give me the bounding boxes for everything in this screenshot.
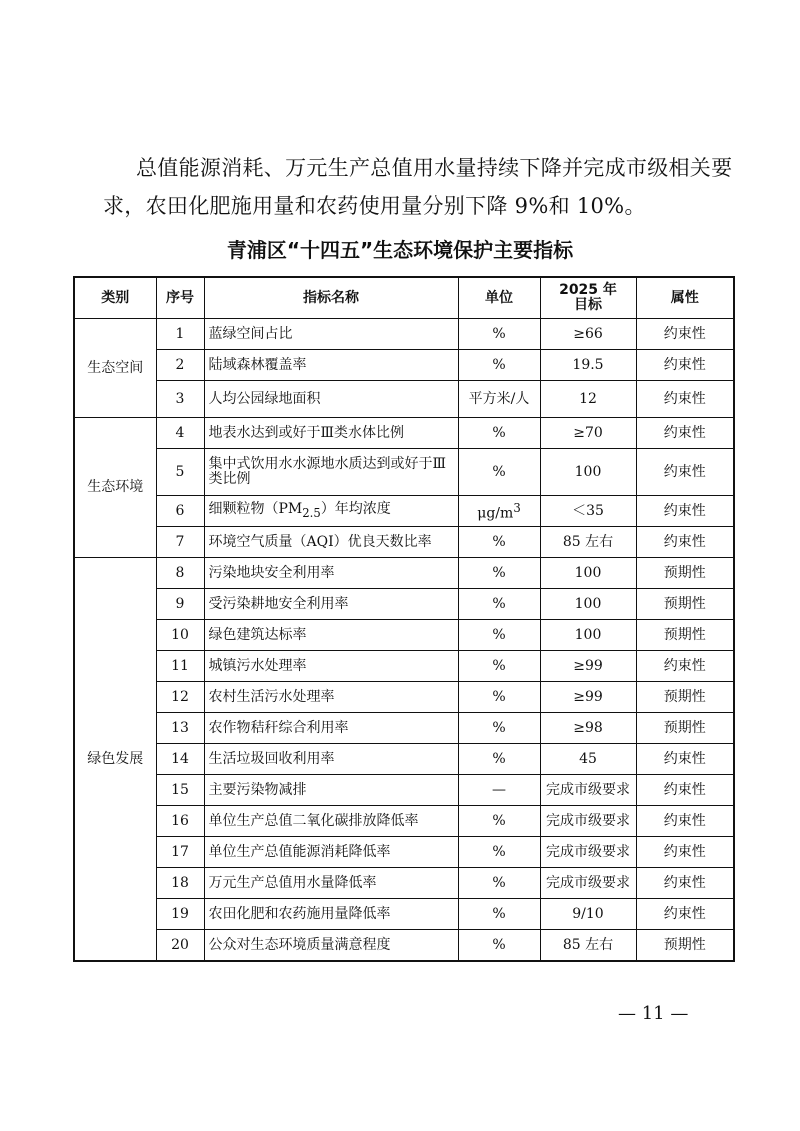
unit-cell: %	[458, 350, 540, 381]
table-row	[74, 868, 734, 899]
target-cell: ＜35	[540, 496, 636, 527]
seq-cell: 6	[156, 496, 204, 527]
table-row	[74, 589, 734, 620]
header-target	[540, 277, 636, 319]
target-cell: 9/10	[540, 899, 636, 930]
name-cell: 污染地块安全利用率	[204, 558, 458, 589]
seq-cell: 10	[156, 620, 204, 651]
attr-cell: 预期性	[636, 682, 734, 713]
attr-cell: 约束性	[636, 449, 734, 496]
attr-cell: 预期性	[636, 589, 734, 620]
target-cell: ≥99	[540, 651, 636, 682]
target-cell: 100	[540, 620, 636, 651]
header-category: 类别	[74, 277, 156, 319]
attr-cell: 约束性	[636, 899, 734, 930]
seq-cell: 9	[156, 589, 204, 620]
name-cell: 单位生产总值能源消耗降低率	[204, 837, 458, 868]
table-row	[74, 775, 734, 806]
seq-cell: 7	[156, 527, 204, 558]
name-text: ）年均浓度	[320, 500, 391, 517]
target-cell: ≥99	[540, 682, 636, 713]
table-row	[74, 682, 734, 713]
unit-cell: %	[458, 651, 540, 682]
attr-cell: 约束性	[636, 744, 734, 775]
table-row	[74, 418, 734, 449]
name-cell: 农田化肥和农药施用量降低率	[204, 899, 458, 930]
target-cell: ≥70	[540, 418, 636, 449]
seq-cell: 3	[156, 381, 204, 418]
seq-cell: 14	[156, 744, 204, 775]
seq-cell: 20	[156, 930, 204, 962]
table-row	[74, 381, 734, 418]
seq-cell: 12	[156, 682, 204, 713]
unit-cell: %	[458, 418, 540, 449]
unit-cell: %	[458, 837, 540, 868]
name-cell: 集中式饮用水水源地水质达到或好于Ⅲ类比例	[204, 449, 458, 496]
table-row	[74, 930, 734, 962]
target-cell: 100	[540, 558, 636, 589]
unit-cell: 平方米/人	[458, 381, 540, 418]
attr-cell: 约束性	[636, 350, 734, 381]
unit-cell: %	[458, 620, 540, 651]
attr-cell: 约束性	[636, 319, 734, 350]
seq-cell: 11	[156, 651, 204, 682]
unit-cell: —	[458, 775, 540, 806]
unit-cell: %	[458, 899, 540, 930]
name-cell: 人均公园绿地面积	[204, 381, 458, 418]
target-cell: 完成市级要求	[540, 775, 636, 806]
attr-cell: 约束性	[636, 496, 734, 527]
attr-cell: 预期性	[636, 930, 734, 962]
attr-cell: 预期性	[636, 620, 734, 651]
seq-cell: 15	[156, 775, 204, 806]
attr-cell: 约束性	[636, 651, 734, 682]
unit-cell: %	[458, 589, 540, 620]
table-row	[74, 496, 734, 527]
table-row	[74, 620, 734, 651]
table-row	[74, 449, 734, 496]
attr-cell: 约束性	[636, 837, 734, 868]
table-row	[74, 350, 734, 381]
name-cell: 公众对生态环境质量满意程度	[204, 930, 458, 962]
name-cell: 绿色建筑达标率	[204, 620, 458, 651]
seq-cell: 2	[156, 350, 204, 381]
header-target-line1: 2025 年	[559, 282, 617, 298]
seq-cell: 4	[156, 418, 204, 449]
attr-cell: 约束性	[636, 381, 734, 418]
paragraph-line-1: 总值能源消耗、万元生产总值用水量持续下降并完成市级相关要	[136, 156, 733, 180]
target-cell: 100	[540, 589, 636, 620]
seq-cell: 19	[156, 899, 204, 930]
paragraph-line-2: 求，农田化肥施用量和农药使用量分别下降 9%和 10%。	[103, 194, 646, 218]
unit-cell	[458, 496, 540, 527]
table-title: 青浦区“十四五”生态环境保护主要指标	[226, 238, 574, 262]
unit-cell: %	[458, 682, 540, 713]
target-cell: 85 左右	[540, 930, 636, 962]
target-cell: 12	[540, 381, 636, 418]
attr-cell: 约束性	[636, 775, 734, 806]
header-unit: 单位	[458, 277, 540, 319]
target-cell: 完成市级要求	[540, 837, 636, 868]
category-cell: 绿色发展	[74, 558, 156, 962]
header-attr: 属性	[636, 277, 734, 319]
name-cell: 环境空气质量（AQI）优良天数比率	[204, 527, 458, 558]
name-cell: 陆域森林覆盖率	[204, 350, 458, 381]
header-target-line2: 目标	[574, 297, 602, 313]
table-row	[74, 713, 734, 744]
name-cell: 万元生产总值用水量降低率	[204, 868, 458, 899]
seq-cell: 16	[156, 806, 204, 837]
target-cell: 100	[540, 449, 636, 496]
table-row	[74, 527, 734, 558]
header-seq: 序号	[156, 277, 204, 319]
attr-cell: 约束性	[636, 806, 734, 837]
attr-cell: 约束性	[636, 527, 734, 558]
name-cell: 受污染耕地安全利用率	[204, 589, 458, 620]
name-cell: 蓝绿空间占比	[204, 319, 458, 350]
attr-cell: 预期性	[636, 713, 734, 744]
indicators-table	[73, 276, 735, 962]
page-number: — 11 —	[618, 1003, 689, 1024]
unit-cell: %	[458, 527, 540, 558]
name-cell	[204, 496, 458, 527]
attr-cell: 约束性	[636, 868, 734, 899]
name-cell: 地表水达到或好于Ⅲ类水体比例	[204, 418, 458, 449]
unit-text: μg/m	[477, 505, 514, 522]
target-cell: 完成市级要求	[540, 806, 636, 837]
seq-cell: 1	[156, 319, 204, 350]
unit-cell: %	[458, 930, 540, 962]
table-row	[74, 651, 734, 682]
seq-cell: 18	[156, 868, 204, 899]
table-row	[74, 319, 734, 350]
unit-cell: %	[458, 806, 540, 837]
target-cell: 85 左右	[540, 527, 636, 558]
table-row	[74, 558, 734, 589]
header-name: 指标名称	[204, 277, 458, 319]
unit-cell: %	[458, 558, 540, 589]
name-cell: 生活垃圾回收利用率	[204, 744, 458, 775]
name-cell: 城镇污水处理率	[204, 651, 458, 682]
seq-cell: 17	[156, 837, 204, 868]
name-cell: 主要污染物减排	[204, 775, 458, 806]
table-row	[74, 744, 734, 775]
category-cell: 生态空间	[74, 319, 156, 418]
name-cell: 农村生活污水处理率	[204, 682, 458, 713]
target-cell: 完成市级要求	[540, 868, 636, 899]
table-row	[74, 806, 734, 837]
target-cell: 45	[540, 744, 636, 775]
name-cell: 单位生产总值二氧化碳排放降低率	[204, 806, 458, 837]
unit-cell: %	[458, 713, 540, 744]
name-text: 细颗粒物（PM	[208, 500, 303, 517]
table-header-row	[74, 277, 734, 319]
attr-cell: 约束性	[636, 418, 734, 449]
unit-cell: %	[458, 744, 540, 775]
name-cell: 农作物秸秆综合利用率	[204, 713, 458, 744]
attr-cell: 预期性	[636, 558, 734, 589]
table-row	[74, 899, 734, 930]
name-subscript: 2.5	[302, 505, 321, 520]
unit-cell: %	[458, 449, 540, 496]
category-cell: 生态环境	[74, 418, 156, 558]
target-cell: 19.5	[540, 350, 636, 381]
seq-cell: 13	[156, 713, 204, 744]
unit-cell: %	[458, 868, 540, 899]
target-cell: ≥66	[540, 319, 636, 350]
unit-cell: %	[458, 319, 540, 350]
target-cell: ≥98	[540, 713, 636, 744]
unit-superscript: 3	[513, 500, 521, 515]
seq-cell: 8	[156, 558, 204, 589]
table-row	[74, 837, 734, 868]
seq-cell: 5	[156, 449, 204, 496]
